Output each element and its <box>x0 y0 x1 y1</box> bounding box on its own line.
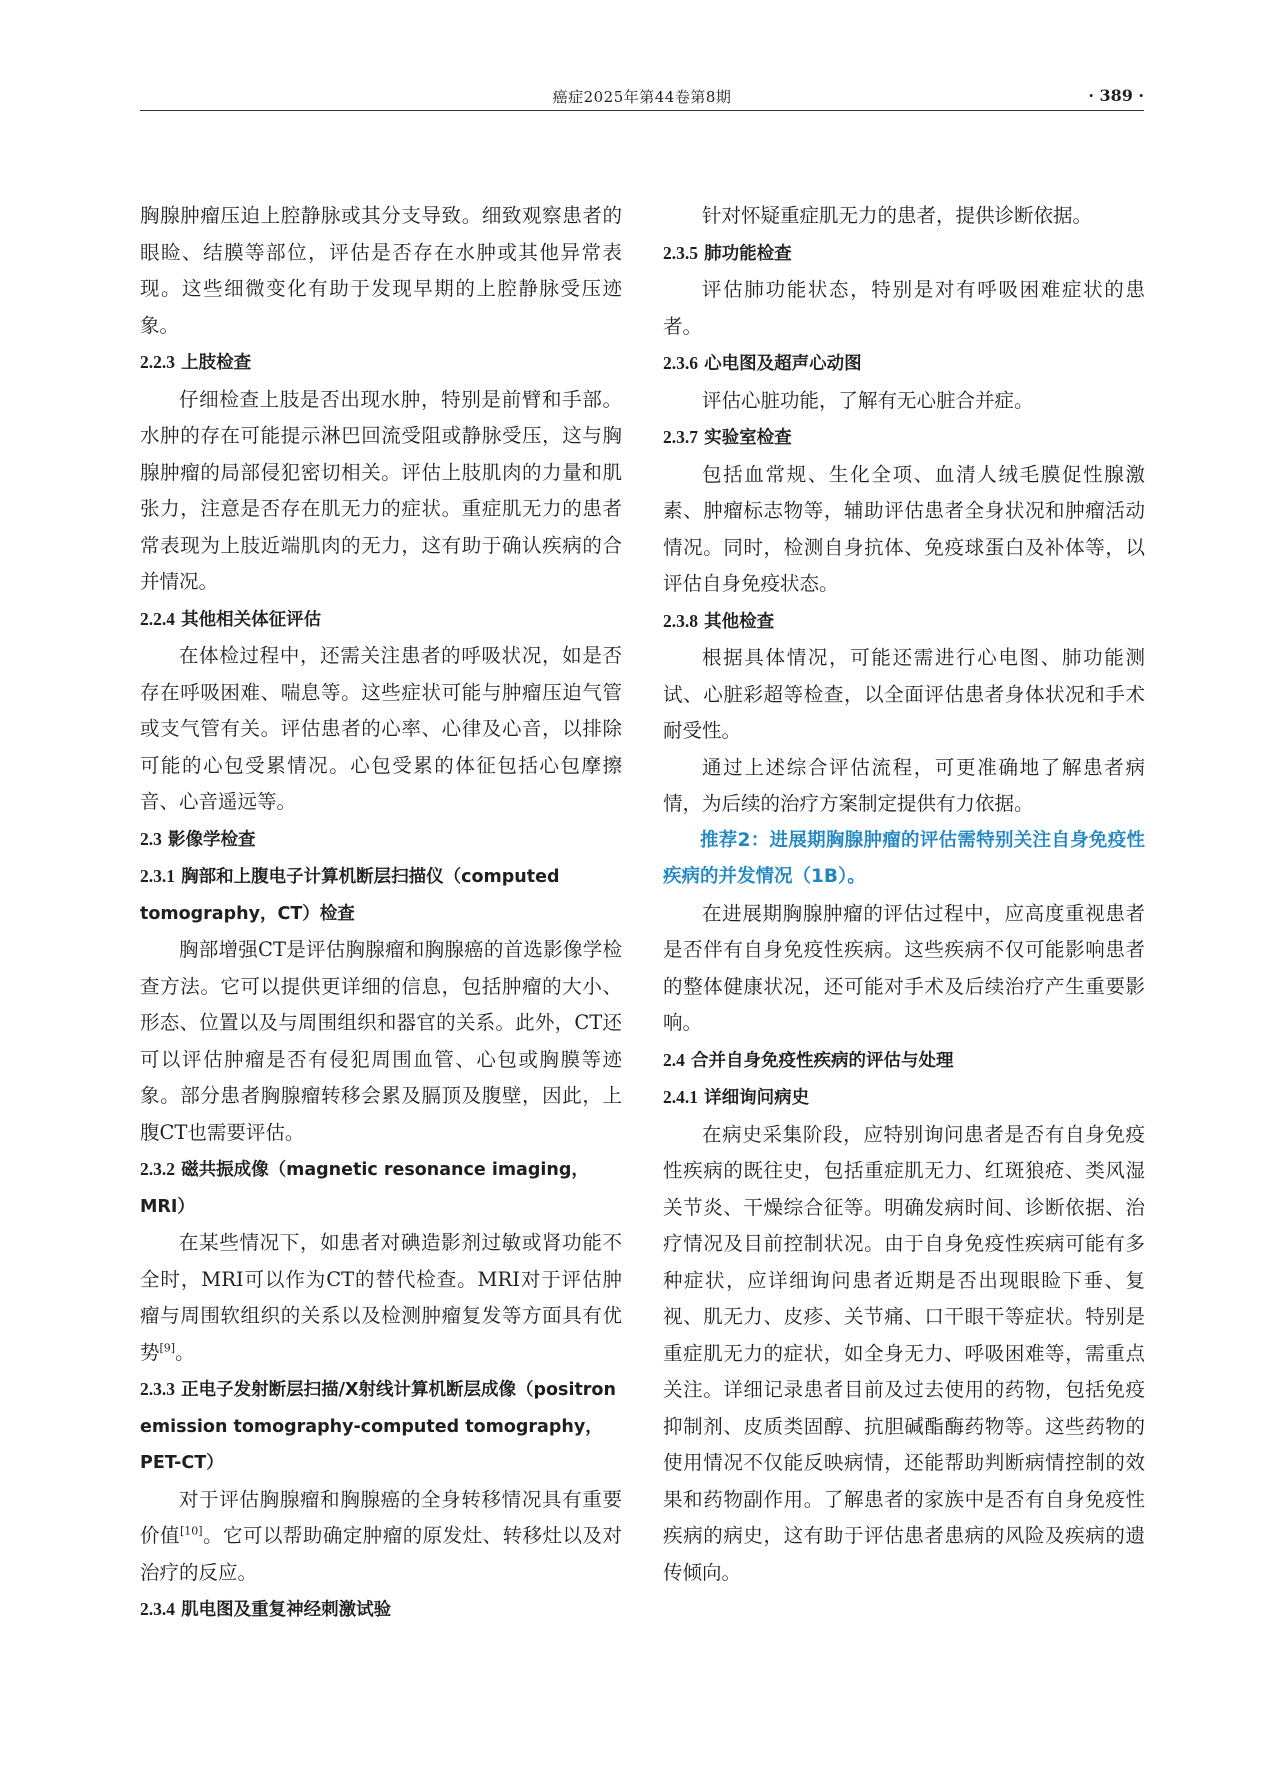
paragraph: 在体检过程中，还需关注患者的呼吸状况，如是否存在呼吸困难、喘息等。这些症状可能与肿瘤压迫气管或支气管有关。评估患者的心率、心律及心音，以排除可能的心包受累情况。心包受累的体征包括心包摩擦音、心音遥远等。 <box>140 644 622 813</box>
section-heading-2-3-4 <box>140 1591 622 1629</box>
section-number: 2.3.2 <box>140 1159 175 1179</box>
section-number: 2.3.1 <box>140 866 175 886</box>
section-title: 实验室检查 <box>704 428 792 448</box>
left-column <box>140 198 622 1629</box>
section-title: 影像学检查 <box>167 829 256 850</box>
section-title: 胸部和上腹电子计算机断层扫描仪（computed tomography，CT）检查 <box>140 867 560 924</box>
paragraph <box>140 1482 622 1592</box>
section-number: 2.2.4 <box>140 608 175 629</box>
citation-ref[interactable]: [10] <box>179 1524 203 1538</box>
section-heading-2-3-7 <box>663 419 1145 457</box>
page-number: · 389 · <box>1088 86 1144 105</box>
section-number: 2.3.3 <box>140 1379 175 1399</box>
section-number: 2.3.5 <box>663 242 698 263</box>
section-heading-2-4 <box>663 1042 1145 1080</box>
section-heading-2-3 <box>140 821 622 859</box>
section-number: 2.2.3 <box>140 352 175 372</box>
section-title: 上肢检查 <box>181 353 252 373</box>
section-heading-2-3-5 <box>663 235 1145 273</box>
section-title: 肌电图及重复神经刺激试验 <box>181 1600 392 1620</box>
paragraph: 在进展期胸腺肿瘤的评估过程中，应高度重视患者是否伴有自身免疫性疾病。这些疾病不仅可能影响患者的整体健康状况，还可能对手术及后续治疗产生重要影响。 <box>663 901 1145 1034</box>
section-title: 正电子发射断层扫描/X射线计算机断层成像（positron emission tomography-computed tomography，PET-CT） <box>140 1380 616 1473</box>
section-number: 2.3.4 <box>140 1599 175 1619</box>
section-heading-2-4-1 <box>663 1079 1145 1117</box>
section-title: 其他检查 <box>704 611 775 632</box>
paragraph: 胸部增强CT是评估胸腺瘤和胸腺癌的首选影像学检查方法。它可以提供更详细的信息，包括肿瘤的大小、形态、位置以及与周围组织和器官的关系。此外，CT还可以评估肿瘤是否有侵犯周围血管、心包或胸膜等迹象。部分患者胸腺瘤转移会累及膈顶及腹壁，因此，上腹CT也需要评估。 <box>140 938 622 1144</box>
running-header <box>140 86 1144 111</box>
section-title: 其他相关体征评估 <box>181 609 322 630</box>
citation-ref[interactable]: [9] <box>159 1341 176 1354</box>
section-number: 2.4 <box>663 1049 685 1070</box>
paragraph: 包括血常规、生化全项、血清人绒毛膜促性腺激素、肿瘤标志物等，辅助评估患者全身状况和肿瘤活动情况。同时，检测自身抗体、免疫球蛋白及补体等，以评估自身免疫状态。 <box>663 462 1145 595</box>
section-number: 2.3 <box>140 828 162 849</box>
section-number: 2.4.1 <box>663 1087 698 1107</box>
journal-title: 癌症2025年第44卷第8期 <box>552 88 732 106</box>
paragraph <box>140 1225 622 1371</box>
section-heading-2-3-6 <box>663 345 1145 383</box>
paragraph: 根据具体情况，可能还需进行心电图、肺功能测试、心脏彩超等检查，以全面评估患者身体状况和手术耐受性。 <box>663 646 1145 742</box>
section-title: 心电图及超声心动图 <box>704 354 862 374</box>
paragraph: 胸腺肿瘤压迫上腔静脉或其分支导致。细致观察患者的眼睑、结膜等部位，评估是否存在水肿或其他异常表现。这些细微变化有助于发现早期的上腔静脉受压迹象。 <box>140 204 622 337</box>
paragraph: 在病史采集阶段，应特别询问患者是否有自身免疫性疾病的既往史，包括重症肌无力、红斑狼疮、类风湿关节炎、干燥综合征等。明确发病时间、诊断依据、治疗情况及目前控制状况。由于自身免疫性疾病可能有多种症状，应详细询问患者近期是否出现眼睑下垂、复视、肌无力、皮疹、关节痛、口干眼干等症状。特别是重症肌无力的症状，如全身无力、呼吸困难等，需重点关注。详细记录患者目前及过去使用的药物，包括免疫抑制剂、皮质类固醇、抗胆碱酯酶药物等。这些药物的使用情况不仅能反映病情，还能帮助判断病情控制的效果和药物副作用。了解患者的家族中是否有自身免疫性疾病的病史，这有助于评估患者患病的风险及疾病的遗传倾向。 <box>663 1122 1145 1584</box>
paragraph: 通过上述综合评估流程，可更准确地了解患者病情，为后续的治疗方案制定提供有力依据。 <box>663 755 1145 815</box>
section-heading-2-3-3 <box>140 1371 622 1482</box>
section-heading-2-2-4 <box>140 601 622 639</box>
paragraph: 评估心脏功能，了解有无心脏合并症。 <box>702 388 1034 412</box>
section-heading-2-2-3 <box>140 344 622 382</box>
section-title: 详细询问病史 <box>704 1088 810 1108</box>
section-title: 合并自身免疫性疾病的评估与处理 <box>690 1050 954 1071</box>
paragraph: 评估肺功能状态，特别是对有呼吸困难症状的患者。 <box>663 278 1145 338</box>
paragraph: 仔细检查上肢是否出现水肿，特别是前臂和手部。水肿的存在可能提示淋巴回流受阻或静脉受压，这与胸腺肿瘤的局部侵犯密切相关。评估上肢肌肉的力量和肌张力，注意是否存在肌无力的症状。重症肌无力的患者常表现为上肢近端肌肉的无力，这有助于确认疾病的合并情况。 <box>140 387 622 593</box>
section-heading-2-3-8 <box>663 603 1145 641</box>
paragraph-text: 在某些情况下，如患者对碘造影剂过敏或肾功能不全时，MRI可以作为CT的替代检查。MRI对于评估肿瘤与周围软组织的关系以及检测肿瘤复发等方面具有优势 <box>140 1231 622 1364</box>
section-heading-2-3-1 <box>140 858 622 932</box>
section-number: 2.3.6 <box>663 353 698 373</box>
paragraph: 针对怀疑重症肌无力的患者，提供诊断依据。 <box>702 204 1093 227</box>
section-number: 2.3.7 <box>663 427 698 447</box>
paragraph-text: 。 <box>175 1340 195 1364</box>
section-heading-2-3-2 <box>140 1151 622 1225</box>
section-title: 磁共振成像（magnetic resonance imaging，MRI） <box>140 1160 589 1217</box>
section-title: 肺功能检查 <box>704 243 792 264</box>
paragraph-text: 。它可以帮助确定肿瘤的原发灶、转移灶以及对治疗的反应。 <box>140 1524 622 1584</box>
section-number: 2.3.8 <box>663 610 698 631</box>
recommendation-2: 推荐2：进展期胸腺肿瘤的评估需特别关注自身免疫性疾病的并发情况（1B）。 <box>663 829 1145 887</box>
paragraph-text: 对于评估胸腺瘤和胸腺癌的全身转移情况具有重要价值 <box>140 1487 622 1547</box>
right-column <box>663 198 1145 1591</box>
